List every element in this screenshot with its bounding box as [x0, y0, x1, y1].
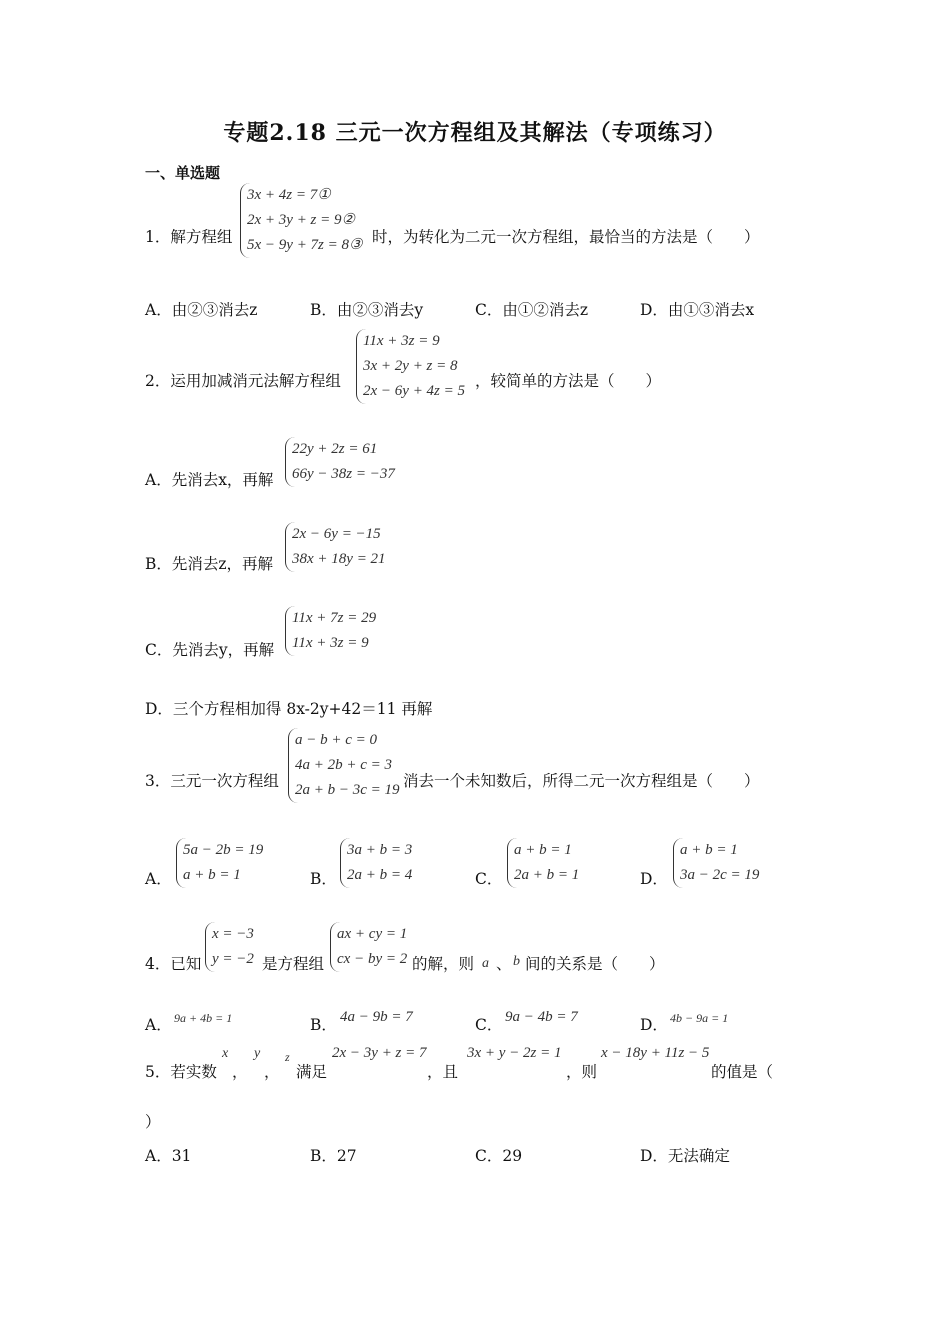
q4-suffix1: 的解，则 — [412, 955, 475, 973]
q4-eq2: cx − by = 2 — [337, 951, 408, 967]
q2-b-eq2: 38x + 18y = 21 — [292, 551, 386, 567]
q5-expr: x − 18y + 11z − 5 — [601, 1045, 710, 1061]
q4-option-a-expr: 9a + 4b = 1 — [174, 1011, 233, 1025]
q4-option-d-label: D． — [640, 1016, 668, 1034]
q3-b-eq2: 2a + b = 4 — [347, 867, 413, 883]
q5-eq2: 3x + y − 2z = 1 — [467, 1045, 562, 1061]
q2-option-c-system — [285, 606, 376, 656]
q1-eq3: 5x − 9y + 7z = 8③ — [247, 237, 363, 253]
q2-b-eq1: 2x − 6y = −15 — [292, 526, 381, 542]
q4-prefix: 4．已知 — [145, 955, 202, 973]
q2-eq1: 11x + 3z = 9 — [363, 333, 440, 349]
q3-b-eq1: 3a + b = 3 — [347, 842, 413, 858]
q3-option-d-label: D． — [640, 870, 668, 888]
q4-solution-system — [205, 922, 254, 972]
q3-system — [288, 728, 400, 803]
q1-eq2: 2x + 3y + z = 9② — [247, 212, 355, 228]
q5-option-d: D．无法确定 — [640, 1147, 730, 1165]
q3-a-eq2: a + b = 1 — [183, 867, 241, 883]
q1-eq1: 3x + 4z = 7① — [247, 187, 331, 203]
q3-option-c-system — [507, 838, 579, 888]
q2-eq3: 2x − 6y + 4z = 5 — [363, 383, 466, 399]
q4-system — [330, 922, 407, 972]
q2-c-eq2: 11x + 3z = 9 — [292, 635, 369, 651]
q3-option-b-system — [340, 838, 412, 888]
q2-a-eq1: 22y + 2z = 61 — [292, 441, 378, 457]
q4-option-c-expr: 9a − 4b = 7 — [505, 1009, 578, 1025]
q3-eq2: 4a + 2b + c = 3 — [295, 757, 393, 773]
q2-a-eq2: 66y − 38z = −37 — [292, 466, 395, 482]
q2-suffix: ，较简单的方法是（ ） — [475, 372, 662, 390]
q4-option-b-expr: 4a − 9b = 7 — [340, 1009, 413, 1025]
q5-comma1: ， — [232, 1063, 248, 1081]
page-title: 专题2.18 三元一次方程组及其解法（专项练习） — [223, 120, 727, 146]
q2-option-d: D．三个方程相加得 8x-2y+42＝11 再解 — [145, 700, 433, 718]
q4-suffix2: 间的关系是（ ） — [525, 955, 665, 973]
q5-eq1: 2x − 3y + z = 7 — [332, 1045, 427, 1061]
q3-option-b-label: B． — [310, 870, 337, 888]
q4-mid: 是方程组 — [262, 955, 325, 973]
q1-option-d: D．由①③消去x — [640, 301, 755, 319]
q5-close: ） — [145, 1113, 161, 1131]
q4-option-b-label: B． — [310, 1016, 337, 1034]
q5-option-a: A．31 — [145, 1147, 192, 1165]
q5-suffix: 的值是（ — [711, 1063, 774, 1081]
q3-c-eq1: a + b = 1 — [514, 842, 572, 858]
q4-option-c-label: C． — [475, 1016, 503, 1034]
q2-c-eq1: 11x + 7z = 29 — [292, 610, 377, 626]
q5-var-y: y — [254, 1046, 261, 1061]
q5-prefix: 5．若实数 — [145, 1063, 217, 1081]
q2-option-b-system — [285, 522, 386, 572]
q2-option-c: C．先消去y，再解 — [145, 641, 275, 659]
q3-eq3: 2a + b − 3c = 19 — [295, 782, 400, 798]
q4-var-a: a — [482, 956, 489, 971]
q5-option-b: B．27 — [310, 1147, 357, 1165]
q5-then: ，则 — [566, 1063, 598, 1081]
q4-option-a-label: A． — [145, 1016, 172, 1034]
q3-prefix: 3．三元一次方程组 — [145, 772, 279, 790]
q1-option-c: C．由①②消去z — [475, 301, 589, 319]
q5-satisfy: 满足 — [296, 1063, 328, 1081]
q5-comma2: ， — [264, 1063, 280, 1081]
q3-option-d-system — [673, 838, 759, 888]
q2-option-a: A．先消去x，再解 — [145, 471, 274, 489]
q3-eq1: a − b + c = 0 — [295, 732, 378, 748]
q1-suffix: 时，为转化为二元一次方程组，最恰当的方法是（ ） — [372, 228, 760, 246]
q2-option-a-system — [285, 437, 395, 487]
q2-eq2: 3x + 2y + z = 8 — [363, 358, 458, 374]
q5-var-z: z — [285, 1050, 290, 1064]
q5-var-x: x — [222, 1046, 229, 1061]
q1-prefix: 1．解方程组 — [145, 228, 233, 246]
q1-option-b: B．由②③消去y — [310, 301, 424, 319]
q4-sol-x: x = −3 — [212, 926, 254, 942]
q4-eq1: ax + cy = 1 — [337, 926, 408, 942]
section-heading: 一、单选题 — [145, 164, 221, 182]
q2-system — [356, 329, 465, 404]
q5-and: ，且 — [427, 1063, 459, 1081]
q4-sol-y: y = −2 — [212, 951, 254, 967]
q2-prefix: 2．运用加减消元法解方程组 — [145, 372, 341, 390]
q3-option-a-system — [176, 838, 263, 888]
q3-d-eq1: a + b = 1 — [680, 842, 738, 858]
q3-option-a-label: A． — [145, 870, 172, 888]
q4-option-d-expr: 4b − 9a = 1 — [670, 1011, 729, 1025]
q1-system — [240, 183, 362, 258]
q4-var-b: b — [513, 954, 520, 969]
q3-suffix: 消去一个未知数后，所得二元一次方程组是（ ） — [403, 772, 760, 790]
q3-d-eq2: 3a − 2c = 19 — [680, 867, 760, 883]
q5-option-c: C．29 — [475, 1147, 523, 1165]
q2-option-b: B．先消去z，再解 — [145, 555, 274, 573]
q3-a-eq1: 5a − 2b = 19 — [183, 842, 264, 858]
q4-separator: 、 — [496, 955, 512, 973]
q3-c-eq2: 2a + b = 1 — [514, 867, 580, 883]
q1-option-a: A．由②③消去z — [145, 301, 258, 319]
q3-option-c-label: C． — [475, 870, 503, 888]
